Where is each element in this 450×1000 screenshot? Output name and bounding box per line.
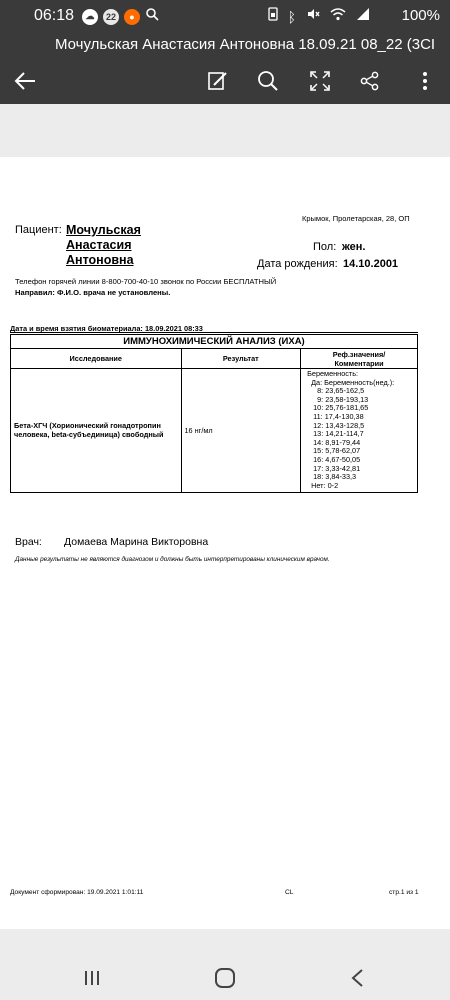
section-title: ИММУНОХИМИЧЕСКИЙ АНАЛИЗ (ИХА) [11, 335, 418, 349]
notification-badge-icon: 22 [103, 9, 119, 25]
search-icon[interactable] [253, 66, 283, 96]
search-notification-icon [145, 7, 159, 26]
test-result: 16 нг/мл [181, 369, 301, 493]
ref-line: 13: 14,21-114,7 [313, 429, 364, 439]
divider [10, 332, 418, 333]
system-nav-bar [0, 955, 450, 1000]
patient-name-line: Мочульская [66, 223, 141, 237]
status-bar [0, 0, 450, 32]
battery-level: 100% [401, 7, 440, 24]
lab-address: Крымок, Пролетарская, 28, ОП [302, 214, 410, 223]
ref-line: 15: 5,78-62,07 [313, 446, 361, 456]
status-left-icons [82, 7, 159, 26]
column-header-test: Исследование [11, 349, 182, 369]
recents-icon[interactable] [80, 967, 104, 989]
document-page[interactable] [0, 157, 450, 929]
back-nav-icon[interactable] [345, 967, 369, 989]
sex-label: Пол: [313, 241, 337, 253]
results-table [10, 334, 418, 493]
doctor-name: Домаева Марина Викторовна [64, 536, 209, 548]
ref-line: 8: 23,65-162,5 [317, 386, 365, 396]
app-notification-icon: ● [124, 9, 140, 25]
patient-name-line: Анастасия [66, 238, 132, 252]
toolbar [0, 58, 450, 104]
signal-icon [356, 7, 370, 26]
ref-line: Да: Беременность(нед.): [311, 377, 395, 387]
sample-datetime: Дата и время взятия биоматериала: 18.09.2021 08:33 [10, 324, 203, 333]
dob-label: Дата рождения: [257, 258, 338, 270]
status-right-icons [268, 7, 370, 26]
ref-values [301, 369, 418, 493]
cloud-notification-icon: ☁ [82, 9, 98, 25]
ref-line: 17: 3,33-42,81 [313, 463, 361, 473]
sim-icon [268, 7, 278, 26]
hotline-text: Телефон горячей линии 8-800-700-40-10 звонок по России БЕСПЛАТНЫЙ [15, 277, 277, 286]
ref-line: 10: 25,76-181,65 [313, 403, 369, 413]
footer-generated: Документ сформирован: 19.09.2021 1:01:11 [10, 889, 144, 896]
dob-value: 14.10.2001 [343, 258, 399, 270]
ref-line: 18: 3,84-33,3 [313, 472, 357, 482]
mute-icon [306, 7, 320, 26]
ref-line: 16: 4,67-50,05 [313, 454, 361, 464]
ref-line: 11: 17,4-130,38 [313, 411, 364, 421]
column-header-result: Результат [181, 349, 301, 369]
footer-code: CL [285, 889, 294, 896]
test-name: Бета-ХГЧ (Хорионический гонадотропин человека, beta-субъединица) свободный [11, 369, 182, 493]
patient-label: Пациент: [15, 224, 62, 236]
wifi-icon [330, 7, 346, 26]
table-row [11, 369, 418, 493]
more-vert-icon[interactable] [410, 66, 440, 96]
disclaimer-text: Данные результаты не являются диагнозом и должны быть интерпретированы клиническим врачом. [15, 556, 330, 563]
fullscreen-icon[interactable] [305, 66, 335, 96]
column-header-ref: Реф.значения/ Комментарии [301, 349, 418, 369]
referral-text: Направил: Ф.И.О. врача не установлены. [15, 288, 171, 297]
ref-line: Беременность: [307, 369, 359, 378]
status-time: 06:18 [34, 7, 75, 24]
patient-name-line: Антоновна [66, 253, 134, 267]
document-title: Мочульская Анастасия Антоновна 18.09.21 08_22 (3CI [0, 32, 450, 58]
bluetooth-icon: ᛒ [287, 8, 296, 25]
ref-line: 14: 8,91-79,44 [313, 437, 361, 447]
ref-line: 9: 23,58-193,13 [317, 394, 369, 404]
footer-page-number: стр.1 из 1 [389, 889, 419, 896]
ref-line: Нет: 0-2 [311, 480, 339, 490]
back-arrow-icon[interactable] [10, 66, 40, 96]
doctor-label: Врач: [15, 536, 42, 548]
share-icon[interactable] [355, 66, 385, 96]
home-icon[interactable] [213, 967, 237, 989]
edit-icon[interactable] [203, 66, 233, 96]
sex-value: жен. [342, 241, 366, 253]
patient-name [66, 223, 141, 268]
ref-line: 12: 13,43-128,5 [313, 420, 365, 430]
